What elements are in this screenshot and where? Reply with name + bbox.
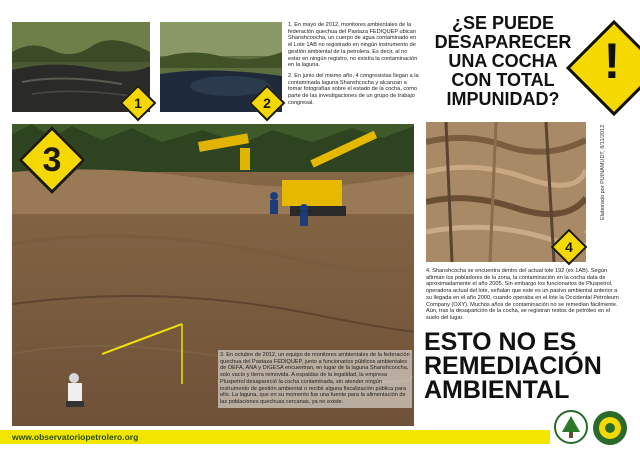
headline-top-line-5: IMPUNIDAD?	[446, 89, 560, 109]
headline-top-line-4: CON TOTAL	[451, 70, 555, 90]
note-4: 4. Shanshcocha se encuentra dentro del actual lote 192 (ex 1AB). Según afirman los pobladores de la zona, la contaminación en la cocha data de aproximadamente el año 2005. Sin embargo los funcionarios de Pluspetrol, operadora actual del lote, señalan que este es un pasivo ambiental anterior a su llegada en el año 2000, cuando operaba en el lote la Occidental Petroleum Company (OXY). Muchos años de contaminación no se remedian fácilmente. Aún, tras la desaparición de la cocha, se registran restos de petróleo en el suelo del lugar.	[426, 268, 619, 321]
note-2: 2. En junio del mismo año, 4 congresistas llegan a la contaminada laguna Shanshcocha y alcanzan a tomar fotografías sobre el estado de la cocha, como parte de las investigaciones de un grupo de trabajo congresal.	[288, 73, 419, 106]
headline-top-line-3: UNA COCHA	[448, 51, 558, 71]
note-3: 3. En octubre de 2012, un equipo de monitores ambientales de la federación quechua del Pastaza FEDIQUEP, junto a funcionarios públicos ambientales de OEFA, ANA y DIGESA encuentran, en lugar de la laguna Shanshcoocha, solo vacío y tierra removida. A espaldas de la legalidad, la empresa Pluspetrol desapareció la cocha contaminada, sin atender ningún instrumento de gestión ambiental o recibir alguna fiscalización pública para ello. La laguna, que en su momento fue una fuente para la alimentación de las poblaciones quechuas cercanas, ya no existe.	[218, 350, 412, 408]
badge-3: 3	[18, 126, 86, 194]
logo-right	[592, 410, 628, 446]
headline-bottom-line-3: AMBIENTAL	[424, 376, 570, 404]
headline-top-line-1: ¿SE PUEDE	[451, 13, 555, 33]
logo-left	[554, 410, 588, 444]
headline-top-line-2: DESAPARECER	[434, 32, 572, 52]
headline-bottom	[424, 330, 614, 402]
badge-1: 1	[120, 85, 157, 122]
credit-line: Elaborado por PUINAMUDT, 8/11/2012	[600, 124, 606, 220]
sun-logo-icon	[592, 410, 628, 446]
badge-4: 4	[551, 229, 588, 266]
exclamation-mark: !	[603, 33, 621, 89]
headline-top	[424, 14, 582, 109]
headline-bottom-line-2: REMEDIACIÓN	[424, 352, 602, 380]
badge-2: 2	[249, 85, 286, 122]
headline-bottom-line-1: ESTO NO ES	[424, 328, 577, 356]
note-1: 1. En mayo de 2012, monitores ambientales de la federación quechua del Pastaza FEDIQUEP ubican Shanshcoocha, un cuerpo de agua contaminado en el Lote 1AB no registrado en ningún instrumento de gestión ambiental de la petrolera. Es decir, al no estar en ningún registro, no existía la contaminación en la laguna.	[288, 22, 418, 69]
tree-logo-icon	[554, 410, 588, 444]
warning-sign-icon	[570, 24, 640, 110]
footer-url-link[interactable]: www.observatoriopetrolero.org	[12, 432, 139, 442]
